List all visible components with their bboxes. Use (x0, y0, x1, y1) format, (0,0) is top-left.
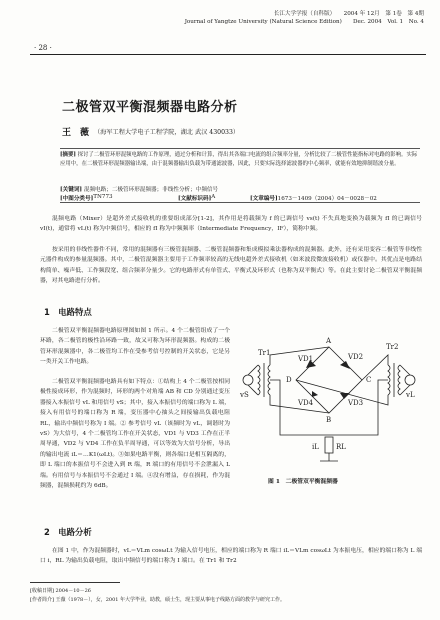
classification-rule (60, 202, 420, 203)
figure-caption: 图 1 二极管双平衡混频器 (268, 479, 338, 485)
journal-header-en: Journal of Yangtze University (Natural Science Edition) Dec. 2004 Vol. 1 No. 4 (184, 19, 424, 25)
footnote-author-bio: [作者简介] 王薇（1978－），女，2001 年大学毕业，助教，硕士生，现主要从事电子线路方面的教学与研究工作。 (30, 597, 286, 603)
label-vs: vS (240, 391, 249, 399)
label-vd4: VD4 (298, 399, 314, 407)
label-vd3: VD3 (348, 399, 364, 407)
article-title: 二极管双平衡混频器电路分析 (62, 100, 238, 115)
label-node-c: C (366, 376, 372, 384)
tr1-primary-coil (258, 365, 260, 395)
section-heading: 1 电路特点 (44, 307, 92, 317)
author-name: 王 薇 (62, 128, 90, 138)
abstract (60, 148, 420, 183)
tr2-primary-coil (398, 365, 400, 395)
section-paragraph: 在图 1 中，作为混频器时，vL＝VLm cosωLt 为输入信号电压，相应的端口称为 R 端口 iL＝VLm cosωLt 为本振电压，相应的端口称为 L 端口 i，RL 为输出负载电阻，取出中频信号的端口称为 I 端口。在 Tr1 和 Tr2 (40, 548, 422, 565)
section-paragraph: 二极管双平衡混频器电路原理图如图 1 所示。4 个二极管组成了一个环路，各二极管的极性沿环路一致，故又可称为环形混频器。构成的二极管环形混频器中，各二极管均工作在受参考信号控制的开关状态，它是另一类开关工作电路。 (40, 328, 230, 366)
page-number: · 28 · (34, 44, 52, 52)
article-id-value: 1673－1409（2004）04－0028－02 (277, 196, 377, 202)
footnote-received: [收稿日期] 2004－10－26 (30, 588, 91, 594)
label-il: iL (312, 443, 319, 451)
article-id-label: [文章编号] (250, 196, 278, 202)
abstract-label: [摘要] (60, 152, 76, 158)
doc-code-label: [文献标识码] (178, 196, 212, 202)
keywords (60, 185, 218, 193)
label-node-d: D (286, 376, 292, 384)
diode-vd4 (312, 391, 318, 397)
label-rl: RL (336, 443, 346, 451)
label-node-a: A (326, 337, 332, 345)
label-tr1: Tr1 (258, 349, 271, 357)
signal-source-vs (243, 375, 253, 385)
header-rule (30, 54, 426, 55)
tr2-secondary-coil (388, 365, 390, 395)
circuit-diagram (240, 325, 420, 475)
label-vd1: VD1 (298, 355, 314, 363)
label-node-b: B (326, 416, 332, 424)
doc-code-value: A (211, 194, 216, 200)
section-paragraph: 二极管双平衡混频器电路具有如下特点：①结构上 4 个二极管按相同极性接成环形，作为混频时，环形的两个对角端 AB 和 CD 分别通过变压器接入本振信号 vL 和用信号 vS；其中，接入本振信号的端口称为 L 端，接入有用信号的端口称为 R 端，变压器中心抽头之间接输出负载电阻 RL，输出中频信号称为 I 端。② 参考信号 vL（该频时为 vL，调谐时为 vS）为大信号，4 个二极管均工作在开关状态，VD1 与 VD3 工作在正半周导通，VD2 与 VD4 工作在负半周导通，可以等效为大信号分析，导出的输出电流 iL＝…K1(ωLt)。③如果电路平衡，则各端口是相互隔离的，即 L 端口的本振信号不会进入到 R 端，R 端口的有用信号不会泄漏入 L 端。有用信号与本振信号不会通过 I 端。④没有增益，存在损耗，作为混频器，混频损耗约为 6dB。 (40, 379, 230, 490)
keywords-label: [关键词] (60, 187, 83, 193)
journal-header (164, 10, 424, 26)
keywords-text: 混频电路；二极管环形混频器；非线性分析；中频信号 (83, 187, 219, 193)
abstract-text: 探讨了二极管环形混频电路的工作原理，通过分析和计算，得出其各端口电流的组合频率分量，分析比较了二极管性能指标对电路的影响。实际应用中，在二极管环形混频器输出端，由于混频器输出负载为带通滤波器，因此，只要实际选择滤波器的中心频率，就能有效地抑制谐波分量。 (60, 152, 418, 167)
label-tr2: Tr2 (386, 343, 399, 351)
load-resistor (325, 437, 333, 453)
label-vd2: VD2 (348, 353, 364, 361)
tr1-secondary-coil (268, 365, 270, 395)
clc-label: [中图分类号] (60, 196, 94, 202)
section-heading: 2 电路分析 (44, 527, 92, 537)
intro-paragraph: 混频电路（Mixer）是超外差式接收机的重要组成部分[1-2]，其作用是将载频为 f 的已调信号 vs(t) 不失真地变换为载频为 fI 的已调信号 vI(t)，通常将 vL(t) 称为中频信号，相应的 fI 称为中频频率（Intermediate Frequency，IF），简称中频。 (40, 216, 422, 233)
footnote-rule (30, 582, 120, 583)
label-vl: vL (406, 391, 415, 399)
author-affiliation: （海军工程大学电子工程学院，湖北 武汉 430033） (94, 129, 240, 136)
journal-header-cn: 长江大学学报（自科版） 2004 年 12月 第 1卷 第 4期 (273, 11, 424, 17)
intro-paragraph: 按采用的非线性器件不同，常用的混频器有三极管混频器、二极管混频器和集成模拟乘法器构成的混频器。此外，还有采用变容二极管等非线性元器件构成的参量混频器。其中，二极管混频器主要用于工作频率较高的无线电超外差式接收机（如米波段微波接收机）或仪器中。其优点是电路结构简单、噪声低、工作频段宽、组合频率分量少。它的电路形式有单管式、平衡式及环形式（也称为双平衡式）等。在此主要讨论二极管双平衡混频器，对其电路进行分析。 (40, 247, 422, 285)
signal-source-vl (405, 375, 415, 385)
diode-vd2 (340, 361, 350, 369)
clc-value: TN773 (93, 194, 113, 200)
